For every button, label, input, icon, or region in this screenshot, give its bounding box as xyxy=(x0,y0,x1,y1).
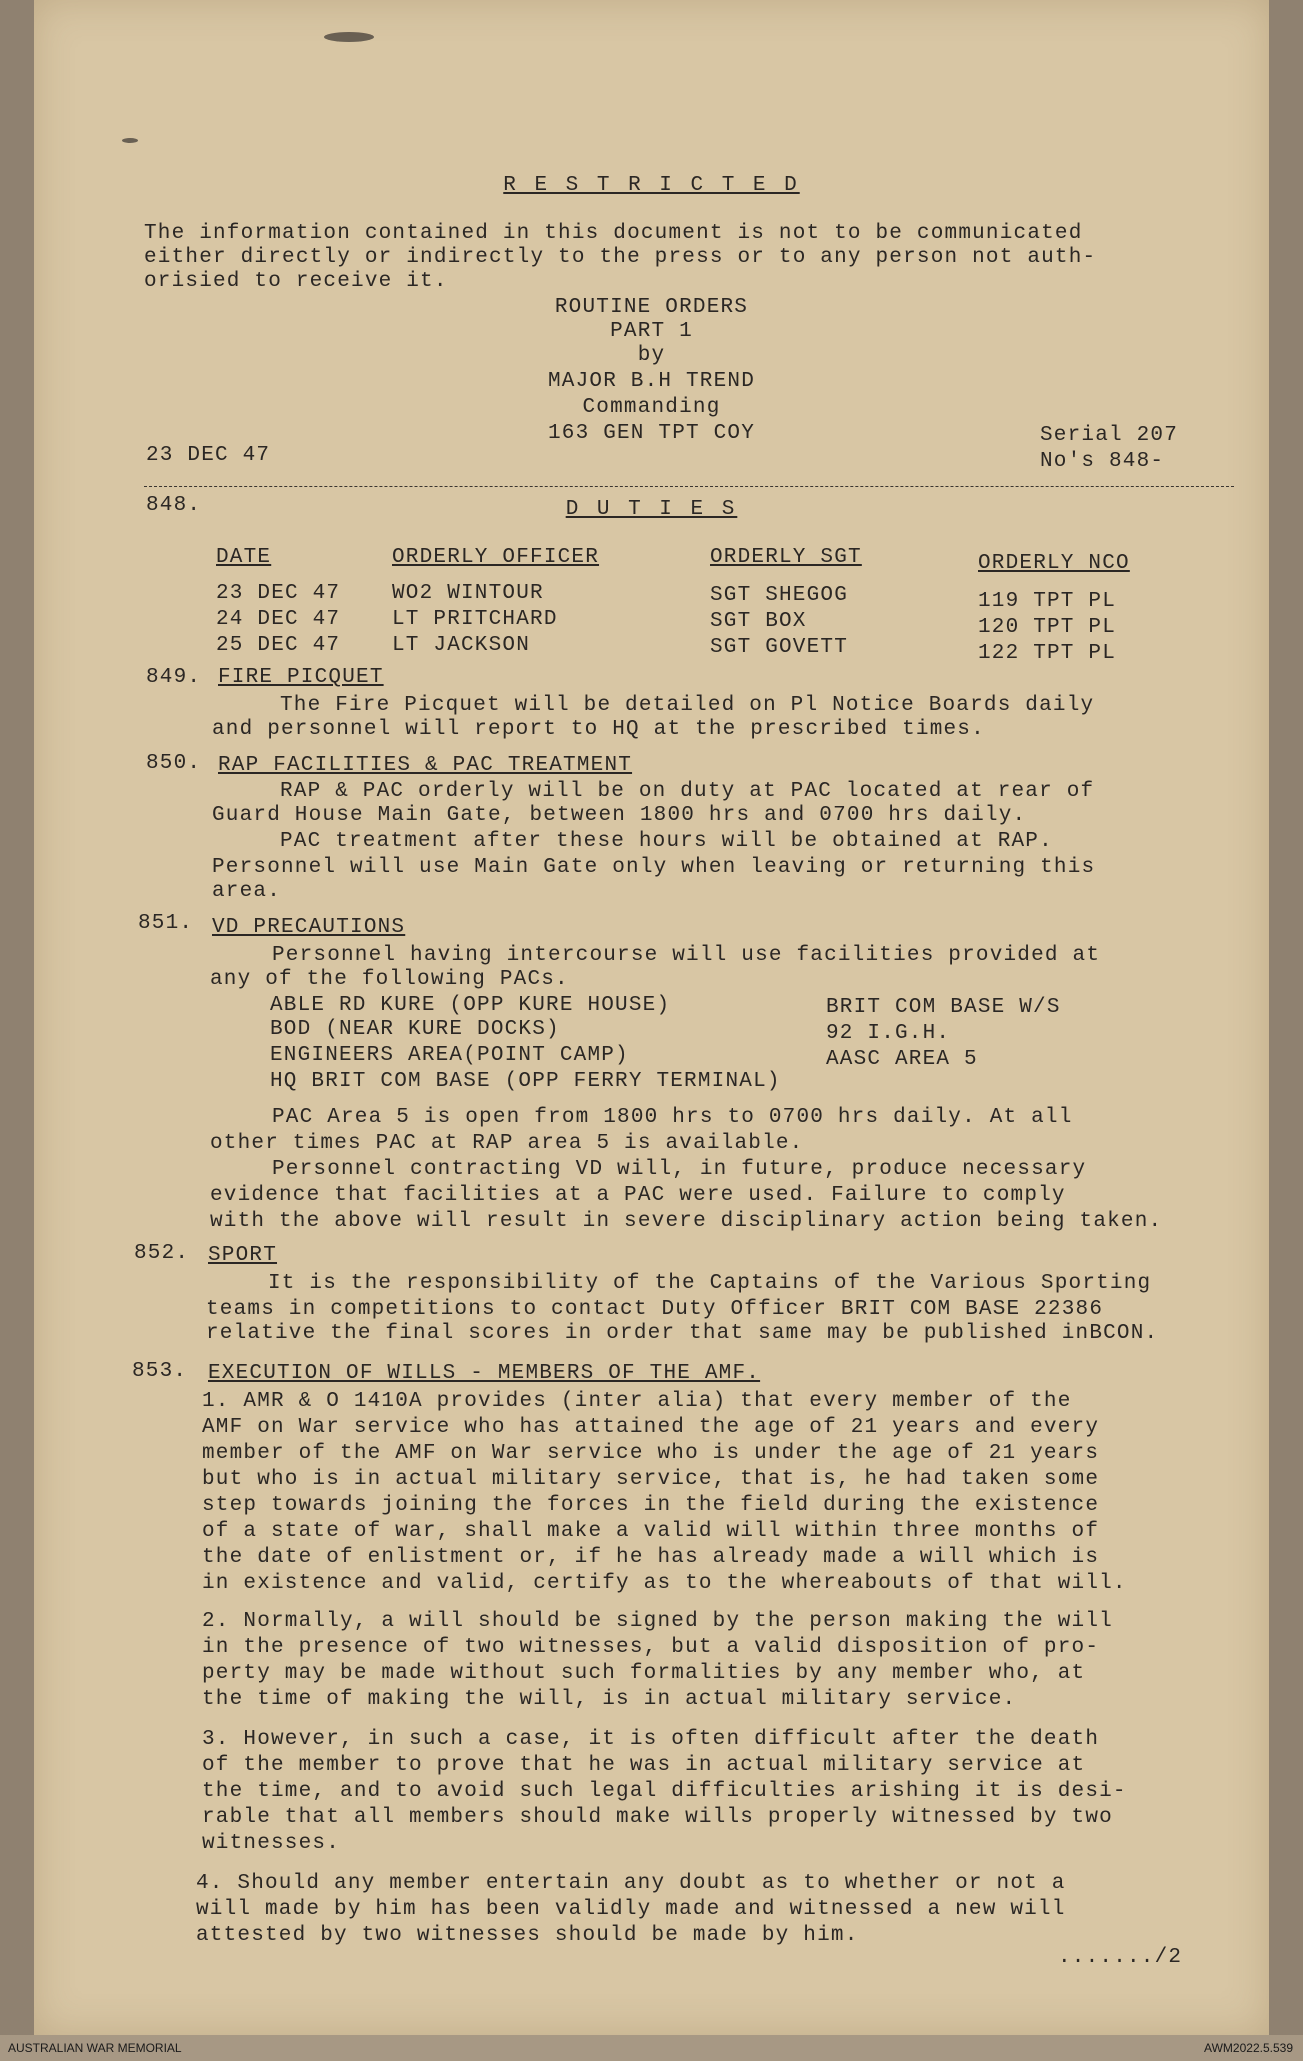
wills-para-4-line-3: attested by two witnesses should be made by him. xyxy=(196,1924,859,1947)
wills-para-1-line-6: of a state of war, shall make a valid will within three months of xyxy=(202,1520,1100,1543)
wills-para-1-line-1: 1. AMR & O 1410A provides (inter alia) that every member of the xyxy=(202,1390,1072,1413)
serial-number: Serial 207 xyxy=(1040,424,1179,447)
section-853-title: EXECUTION OF WILLS - MEMBERS OF THE AMF. xyxy=(208,1362,761,1385)
title-line-1: ROUTINE ORDERS xyxy=(554,296,749,319)
section-851-intro-2: any of the following PACs. xyxy=(210,968,569,991)
wills-para-2-line-3: perty may be made without such formalities by any member who, at xyxy=(202,1662,1086,1685)
title-line-2: PART 1 xyxy=(610,320,693,343)
section-852-line-3: relative the final scores in order that same may be published inBCON. xyxy=(206,1322,1159,1345)
wills-para-2-line-4: the time of making the will, is in actual military service. xyxy=(202,1688,1017,1711)
duty-officer: LT JACKSON xyxy=(392,634,531,657)
order-numbers: No's 848- xyxy=(1040,450,1165,473)
section-851-line-3: Personnel contracting VD will, in future, produce necessary xyxy=(272,1158,1087,1181)
section-850-line-2: Guard House Main Gate, between 1800 hrs and 0700 hrs daily. xyxy=(212,804,1027,827)
duty-date: 23 DEC 47 xyxy=(216,582,341,605)
section-852-line-1: It is the responsibility of the Captains of the Various Sporting xyxy=(268,1272,1152,1295)
notice-line-2: either directly or indirectly to the press or to any person not auth- xyxy=(144,246,1097,269)
wills-para-1-line-8: in existence and valid, certify as to the whereabouts of that will. xyxy=(202,1572,1127,1595)
duty-sgt: SGT BOX xyxy=(710,610,807,633)
section-851-line-2: other times PAC at RAP area 5 is available. xyxy=(210,1132,804,1155)
section-851-line-5: with the above will result in severe disciplinary action being taken. xyxy=(210,1210,1163,1233)
wills-para-3-line-2: of the member to prove that he was in actual military service at xyxy=(202,1754,1086,1777)
wills-para-4-line-2: will made by him has been validly made and witnessed a new will xyxy=(196,1898,1066,1921)
pac-location: BOD (NEAR KURE DOCKS) xyxy=(270,1018,560,1041)
section-850-line-1: RAP & PAC orderly will be on duty at PAC located at rear of xyxy=(280,780,1095,803)
pac-location: 92 I.G.H. xyxy=(826,1022,951,1045)
title-line-6: 163 GEN TPT COY xyxy=(547,422,756,445)
section-853-number: 853. xyxy=(132,1360,188,1383)
wills-para-1-line-5: step towards joining the forces in the field during the existence xyxy=(202,1494,1100,1517)
pac-location: AASC AREA 5 xyxy=(826,1048,978,1071)
wills-para-3-line-1: 3. However, in such a case, it is often difficult after the death xyxy=(202,1728,1100,1751)
title-line-4: MAJOR B.H TREND xyxy=(547,370,756,393)
section-851-number: 851. xyxy=(138,912,194,935)
duty-officer: LT PRITCHARD xyxy=(392,608,558,631)
section-849-line-2: and personnel will report to HQ at the prescribed times. xyxy=(212,718,985,741)
column-orderly-sgt: ORDERLY SGT xyxy=(710,546,862,569)
section-849-number: 849. xyxy=(146,666,202,689)
header-divider xyxy=(144,486,1234,487)
section-852-line-2: teams in competitions to contact Duty Officer BRIT COM BASE 22386 xyxy=(206,1298,1104,1321)
order-date: 23 DEC 47 xyxy=(146,444,271,467)
restricted-heading: R E S T R I C T E D xyxy=(503,174,800,197)
section-850-line-3: PAC treatment after these hours will be obtained at RAP. xyxy=(280,830,1053,853)
section-850-number: 850. xyxy=(146,752,202,775)
duty-nco: 119 TPT PL xyxy=(978,590,1117,613)
duty-date: 24 DEC 47 xyxy=(216,608,341,631)
section-849-title: FIRE PICQUET xyxy=(218,666,384,689)
notice-line-3: orisied to receive it. xyxy=(144,270,448,293)
column-orderly-nco: ORDERLY NCO xyxy=(978,552,1130,575)
footer-reference: AWM2022.5.539 xyxy=(1204,2041,1293,2055)
wills-para-2-line-1: 2. Normally, a will should be signed by the person making the will xyxy=(202,1610,1113,1633)
wills-para-1-line-7: the date of enlistment or, if he has already made a will which is xyxy=(202,1546,1100,1569)
wills-para-3-line-4: rable that all members should make wills properly witnessed by two xyxy=(202,1806,1113,1829)
column-orderly-officer: ORDERLY OFFICER xyxy=(392,546,600,569)
duty-nco: 120 TPT PL xyxy=(978,616,1117,639)
section-850-title: RAP FACILITIES & PAC TREATMENT xyxy=(218,754,633,777)
pac-location: ENGINEERS AREA(POINT CAMP) xyxy=(270,1044,629,1067)
section-851-line-1: PAC Area 5 is open from 1800 hrs to 0700 hrs daily. At all xyxy=(272,1106,1073,1129)
section-848-number: 848. xyxy=(146,494,202,517)
duty-sgt: SGT SHEGOG xyxy=(710,584,849,607)
pac-location: ABLE RD KURE (OPP KURE HOUSE) xyxy=(270,994,671,1017)
section-849-line-1: The Fire Picquet will be detailed on Pl Notice Boards daily xyxy=(280,694,1095,717)
wills-para-4-line-1: 4. Should any member entertain any doubt as to whether or not a xyxy=(196,1872,1066,1895)
duties-heading: D U T I E S xyxy=(565,498,738,521)
title-line-3: by xyxy=(637,344,666,367)
duty-date: 25 DEC 47 xyxy=(216,634,341,657)
duty-officer: WO2 WINTOUR xyxy=(392,582,544,605)
section-851-title: VD PRECAUTIONS xyxy=(212,916,406,939)
ink-smudge xyxy=(324,32,374,42)
section-851-intro-1: Personnel having intercourse will use facilities provided at xyxy=(272,944,1101,967)
section-850-line-4: Personnel will use Main Gate only when leaving or returning this xyxy=(212,856,1096,879)
wills-para-3-line-5: witnesses. xyxy=(202,1832,341,1855)
pac-location: BRIT COM BASE W/S xyxy=(826,996,1061,1019)
continuation-marker: ......./2 xyxy=(1058,1946,1183,1969)
pac-location: HQ BRIT COM BASE (OPP FERRY TERMINAL) xyxy=(270,1070,781,1093)
section-852-title: SPORT xyxy=(208,1244,278,1267)
duty-nco: 122 TPT PL xyxy=(978,642,1117,665)
wills-para-2-line-2: in the presence of two witnesses, but a valid disposition of pro- xyxy=(202,1636,1100,1659)
wills-para-1-line-2: AMF on War service who has attained the age of 21 years and every xyxy=(202,1416,1100,1439)
duty-sgt: SGT GOVETT xyxy=(710,636,849,659)
column-date: DATE xyxy=(216,546,272,569)
wills-para-1-line-3: member of the AMF on War service who is under the age of 21 years xyxy=(202,1442,1100,1465)
ink-smudge xyxy=(122,138,138,143)
document-page xyxy=(34,0,1269,2035)
title-line-5: Commanding xyxy=(582,396,721,419)
notice-line-1: The information contained in this document is not to be communicated xyxy=(144,222,1083,245)
section-850-line-5: area. xyxy=(212,880,282,903)
footer-source: AUSTRALIAN WAR MEMORIAL xyxy=(8,2041,182,2055)
wills-para-1-line-4: but who is in actual military service, that is, he had taken some xyxy=(202,1468,1100,1491)
wills-para-3-line-3: the time, and to avoid such legal difficulties arishing it is desi- xyxy=(202,1780,1127,1803)
section-852-number: 852. xyxy=(134,1242,190,1265)
archive-footer xyxy=(0,2035,1303,2061)
section-851-line-4: evidence that facilities at a PAC were used. Failure to comply xyxy=(210,1184,1066,1207)
